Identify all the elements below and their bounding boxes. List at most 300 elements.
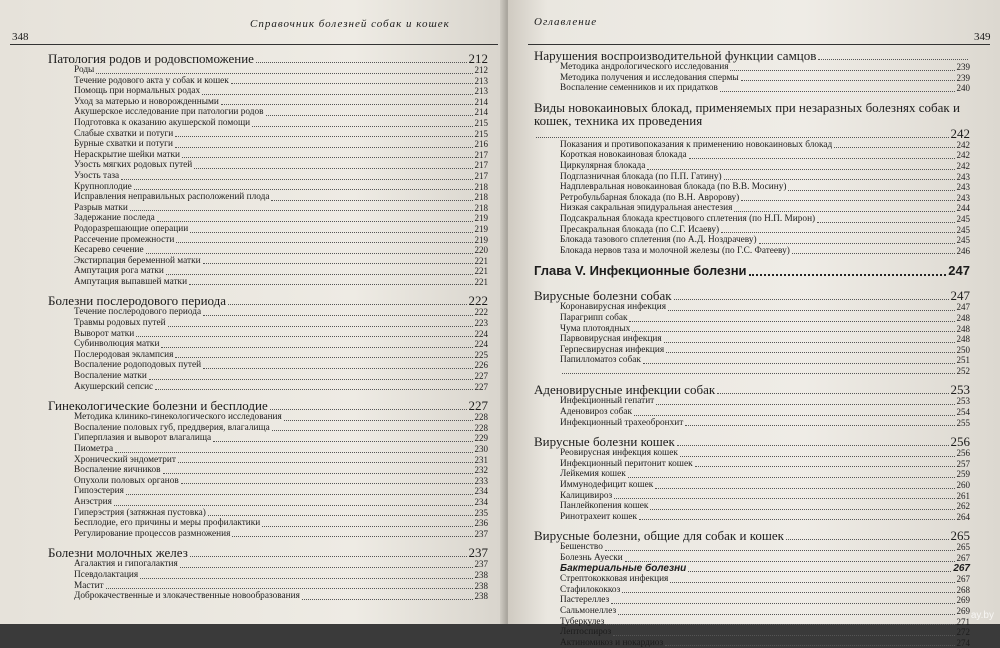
toc-entry bbox=[48, 118, 488, 129]
dot-leader bbox=[115, 452, 472, 453]
toc-entry-page: 234 bbox=[474, 496, 488, 507]
toc-entry-title: Травмы родовых путей bbox=[74, 318, 166, 329]
toc-entry bbox=[534, 193, 970, 204]
toc-entry bbox=[534, 638, 970, 648]
toc-entry bbox=[534, 302, 970, 313]
toc-entry-page: 252 bbox=[956, 365, 970, 376]
dot-leader bbox=[656, 404, 954, 405]
toc-entry-title: Актиномикоз и нокардиоз bbox=[560, 637, 664, 648]
dot-leader bbox=[149, 379, 473, 380]
toc-entry-page: 222 bbox=[468, 293, 488, 309]
toc-entry-title: Инфекционный перитонит кошек bbox=[560, 458, 693, 469]
toc-section bbox=[534, 101, 970, 140]
toc-entry-page: 213 bbox=[474, 75, 488, 86]
toc-entry-title: Герпесвирусная инфекция bbox=[560, 344, 665, 355]
toc-entry bbox=[48, 192, 488, 203]
toc-entry-title: Реовирусная инфекция кошек bbox=[560, 448, 678, 459]
toc-section bbox=[48, 546, 488, 559]
dot-leader bbox=[175, 136, 472, 137]
toc-section bbox=[534, 289, 970, 302]
toc-entry-page: 228 bbox=[474, 412, 488, 423]
toc-entry-title: Опухоли половых органов bbox=[74, 475, 179, 486]
toc-entry bbox=[48, 160, 488, 171]
toc-entry bbox=[534, 235, 970, 246]
toc-entry-page: 248 bbox=[956, 323, 970, 334]
dot-leader bbox=[121, 179, 472, 180]
toc-entry bbox=[48, 277, 488, 288]
toc-entry-page: 218 bbox=[474, 202, 488, 213]
toc-entry-page: 227 bbox=[468, 398, 488, 414]
dot-leader bbox=[161, 347, 472, 348]
toc-chapter bbox=[534, 263, 970, 278]
toc-entry bbox=[48, 256, 488, 267]
toc-entry-page: 242 bbox=[956, 139, 970, 150]
toc-entry-title: Инфекционный трахеобронхит bbox=[560, 417, 684, 428]
dot-leader bbox=[157, 221, 473, 222]
toc-entry-page: 254 bbox=[956, 407, 970, 418]
dot-leader bbox=[670, 582, 954, 583]
toc-entry-page: 274 bbox=[956, 637, 970, 648]
toc-entry-title: Калицивироз bbox=[560, 490, 613, 501]
toc-entry-page: 218 bbox=[474, 192, 488, 203]
toc-entry bbox=[48, 508, 488, 519]
toc-entry-page: 255 bbox=[956, 417, 970, 428]
dot-leader bbox=[270, 409, 467, 410]
toc-entry-title: Хронический эндометрит bbox=[74, 454, 176, 465]
dot-leader bbox=[203, 315, 472, 316]
toc-entry-page: 242 bbox=[956, 160, 970, 171]
dot-leader bbox=[175, 357, 472, 358]
toc-entry-page: 221 bbox=[474, 255, 488, 266]
toc-entry-title: Надплевральная новокаиновая блокада (по В.В. Мосину) bbox=[560, 182, 787, 193]
toc-entry bbox=[48, 433, 488, 444]
toc-entry bbox=[48, 529, 488, 540]
toc-entry-page: 260 bbox=[956, 480, 970, 491]
toc-entry-page: 219 bbox=[474, 234, 488, 245]
toc-entry-title: Мастит bbox=[74, 580, 104, 591]
toc-entry bbox=[534, 595, 970, 606]
toc-entry-title: Воспаление семенников и их придатков bbox=[560, 83, 718, 94]
toc-entry-page: 271 bbox=[956, 616, 970, 627]
dot-leader bbox=[194, 168, 472, 169]
right-page bbox=[508, 0, 1000, 648]
toc-entry-page: 218 bbox=[474, 181, 488, 192]
toc-entry bbox=[534, 203, 970, 214]
dot-leader bbox=[721, 232, 954, 233]
toc-entry-title: Методика клинико-гинекологического исследования bbox=[74, 412, 282, 423]
toc-entry bbox=[48, 235, 488, 246]
toc-entry-page: 217 bbox=[474, 160, 488, 171]
toc-entry-title: Вирусные болезни собак bbox=[534, 288, 672, 304]
toc-entry-title: Папилломатоз собак bbox=[560, 355, 641, 366]
toc-entry bbox=[48, 139, 488, 150]
toc-entry-title: Воспаление матки bbox=[74, 371, 147, 382]
toc-entry-title: Методика получения и исследования спермы bbox=[560, 72, 739, 83]
dot-leader bbox=[140, 578, 472, 579]
toc-entry-title: Ампутация выпавшей матки bbox=[74, 276, 188, 287]
toc-entry-page: 212 bbox=[474, 65, 488, 75]
dot-leader bbox=[655, 488, 954, 489]
toc-entry bbox=[48, 150, 488, 161]
left-page-number: 348 bbox=[12, 31, 29, 43]
toc-entry-page: 227 bbox=[474, 371, 488, 382]
dot-leader bbox=[163, 473, 473, 474]
dot-leader bbox=[228, 304, 466, 305]
toc-entry-page: 261 bbox=[956, 490, 970, 501]
dot-leader bbox=[643, 363, 955, 364]
toc-entry bbox=[48, 570, 488, 581]
toc-entry-title: Акушерское исследование при патологии родов bbox=[74, 107, 264, 118]
left-running-head: Справочник болезней собак и кошек bbox=[250, 18, 450, 30]
toc-entry-page: 245 bbox=[956, 213, 970, 224]
toc-entry-page: 214 bbox=[474, 107, 488, 118]
dot-leader bbox=[680, 456, 955, 457]
toc-entry bbox=[534, 396, 970, 407]
toc-entry bbox=[534, 182, 970, 193]
dot-leader bbox=[203, 263, 473, 264]
toc-entry bbox=[48, 307, 488, 318]
toc-entry-title: Пастереллез bbox=[560, 595, 610, 606]
toc-entry-title: Болезни послеродового периода bbox=[48, 293, 227, 309]
toc-entry bbox=[534, 606, 970, 617]
toc-section bbox=[48, 399, 488, 412]
watermark-text: ay.by bbox=[970, 610, 994, 621]
dot-leader bbox=[717, 393, 948, 394]
toc-entry-title: Виды новокаиновых блокад, применяемых при незаразных болезнях собак и кошек, техника их проведения bbox=[534, 99, 960, 128]
toc-entry-title: Подглазничная блокада (по П.П. Гатину) bbox=[560, 171, 722, 182]
toc-entry bbox=[48, 245, 488, 256]
dot-leader bbox=[674, 299, 949, 300]
dot-leader bbox=[668, 310, 955, 311]
dot-leader bbox=[175, 147, 473, 148]
toc-entry-page: 243 bbox=[956, 171, 970, 182]
toc-entry bbox=[534, 161, 970, 172]
toc-entry-title: Болезнь Ауески bbox=[560, 553, 623, 563]
toc-entry bbox=[48, 486, 488, 497]
dot-leader bbox=[262, 526, 472, 527]
toc-entry bbox=[534, 62, 970, 73]
toc-entry-page: 245 bbox=[956, 224, 970, 235]
toc-entry-title: Роды bbox=[74, 65, 95, 75]
toc-entry-page: 238 bbox=[474, 569, 488, 580]
dot-leader bbox=[252, 126, 472, 127]
toc-entry bbox=[48, 65, 488, 76]
toc-entry-page: 269 bbox=[956, 595, 970, 606]
toc-entry-page: 237 bbox=[474, 559, 488, 570]
toc-entry-page: 262 bbox=[956, 501, 970, 512]
dot-leader bbox=[562, 373, 955, 374]
toc-entry bbox=[534, 501, 970, 512]
toc-entry-page: 216 bbox=[474, 139, 488, 150]
toc-entry-title: Болезни молочных желез bbox=[48, 545, 188, 561]
toc-entry-page: 238 bbox=[474, 591, 488, 602]
toc-entry bbox=[534, 480, 970, 491]
toc-entry-page: 217 bbox=[474, 170, 488, 181]
toc-entry-page: 239 bbox=[956, 62, 970, 72]
dot-leader bbox=[256, 62, 467, 63]
dot-leader bbox=[786, 539, 949, 540]
toc-entry-page: 256 bbox=[950, 434, 970, 450]
dot-leader bbox=[688, 571, 951, 572]
dot-leader bbox=[284, 420, 473, 421]
toc-entry-page: 243 bbox=[956, 182, 970, 193]
dot-leader bbox=[749, 274, 947, 276]
toc-entry-page: 242 bbox=[950, 125, 970, 141]
toc-entry bbox=[48, 224, 488, 235]
toc-entry-title: Патология родов и родовспоможение bbox=[48, 51, 254, 66]
toc-entry-page: 264 bbox=[956, 511, 970, 522]
toc-entry-title: Иммунодефицит кошек bbox=[560, 480, 654, 491]
toc-entry bbox=[48, 203, 488, 214]
toc-entry-page: 242 bbox=[956, 150, 970, 161]
toc-entry-title: Течение послеродового периода bbox=[74, 307, 202, 318]
toc-entry-title: Нарушения воспроизводительной функции самцов bbox=[534, 48, 817, 63]
toc-entry-page: 213 bbox=[474, 86, 488, 97]
dot-leader bbox=[114, 505, 473, 506]
toc-entry-page: 239 bbox=[956, 72, 970, 83]
toc-entry bbox=[48, 76, 488, 87]
toc-entry-title: Бешенство bbox=[560, 542, 603, 553]
toc-entry bbox=[48, 497, 488, 508]
toc-entry-title: Рассечение промежности bbox=[74, 234, 175, 245]
dot-leader bbox=[618, 614, 954, 615]
toc-entry bbox=[48, 412, 488, 423]
toc-entry-title: Гипоэстерия bbox=[74, 486, 124, 497]
dot-leader bbox=[190, 232, 472, 233]
toc-entry-title: Блокада нервов таза и молочной железы (по Г.С. Фатееву) bbox=[560, 245, 790, 256]
toc-entry bbox=[48, 97, 488, 108]
dot-leader bbox=[606, 624, 954, 625]
toc-entry-page: 224 bbox=[474, 328, 488, 339]
dot-leader bbox=[759, 243, 955, 244]
toc-entry-page: 230 bbox=[474, 444, 488, 454]
toc-entry-title: Воспаление половых губ, преддверия, влагалища bbox=[74, 422, 270, 433]
dot-leader bbox=[628, 477, 955, 478]
dot-leader bbox=[720, 91, 955, 92]
dot-leader bbox=[136, 336, 472, 337]
dot-leader bbox=[203, 368, 472, 369]
toc-entry-page: 215 bbox=[474, 128, 488, 139]
toc-entry-page: 265 bbox=[956, 542, 970, 553]
dot-leader bbox=[272, 430, 473, 431]
toc-entry-page: 233 bbox=[474, 475, 488, 486]
toc-entry-title: Ампутация рога матки bbox=[74, 266, 164, 277]
dot-leader bbox=[130, 210, 473, 211]
toc-entry-page: 268 bbox=[956, 584, 970, 595]
toc-entry-title: Анэстрия bbox=[74, 496, 112, 507]
toc-entry-page: 251 bbox=[956, 355, 970, 366]
toc-entry-title: Помощь при нормальных родах bbox=[74, 86, 201, 97]
toc-entry-title: Сальмонеллез bbox=[560, 605, 617, 616]
toc-entry-page: 267 bbox=[953, 562, 970, 574]
toc-entry-title: Пресакральная блокада (по С.Г. Исаеву) bbox=[560, 224, 720, 235]
toc-entry bbox=[534, 73, 970, 84]
dot-leader bbox=[231, 83, 473, 84]
toc-entry-title: Выворот матки bbox=[74, 328, 135, 339]
dot-leader bbox=[665, 645, 954, 646]
toc-entry-title: Короткая новокаиновая блокада bbox=[560, 150, 687, 161]
toc-entry-title: Узость мягких родовых путей bbox=[74, 160, 193, 171]
toc-entry-page: 236 bbox=[474, 518, 488, 529]
dot-leader bbox=[741, 200, 954, 201]
dot-leader bbox=[189, 284, 472, 285]
toc-entry-page: 222 bbox=[474, 307, 488, 318]
dot-leader bbox=[134, 189, 473, 190]
right-page-number: 349 bbox=[974, 31, 991, 43]
toc-entry bbox=[48, 171, 488, 182]
dot-leader bbox=[734, 211, 954, 212]
toc-entry-title: Туберкулез bbox=[560, 616, 605, 627]
toc-entry bbox=[534, 448, 970, 459]
toc-entry bbox=[48, 465, 488, 476]
toc-entry-title: Инфекционный гепатит bbox=[560, 396, 655, 407]
toc-entry-title: Ретробульбарная блокада (по В.Н. Авророву) bbox=[560, 192, 740, 203]
toc-entry-title: Слабые схватки и потуги bbox=[74, 128, 174, 139]
toc-entry bbox=[48, 423, 488, 434]
toc-entry-page: 215 bbox=[474, 117, 488, 128]
toc-entry-title: Разрыв матки bbox=[74, 202, 128, 213]
toc-entry bbox=[534, 334, 970, 345]
toc-entry bbox=[48, 129, 488, 140]
toc-entry bbox=[534, 627, 970, 638]
toc-entry-title: Крупноплодие bbox=[74, 181, 132, 192]
toc-entry-title: Коронавирусная инфекция bbox=[560, 302, 666, 313]
toc-entry-page: 223 bbox=[474, 318, 488, 329]
toc-section bbox=[534, 529, 970, 542]
toc-entry bbox=[534, 366, 970, 377]
dot-leader bbox=[817, 222, 954, 223]
toc-entry-page: 243 bbox=[956, 192, 970, 203]
toc-entry bbox=[534, 140, 970, 151]
toc-entry bbox=[534, 585, 970, 596]
toc-section bbox=[534, 435, 970, 448]
dot-leader bbox=[741, 80, 955, 81]
dot-leader bbox=[190, 556, 467, 557]
toc-entry-title: Уход за матерью и новорожденными bbox=[74, 96, 219, 107]
toc-entry-title: Циркулярная блокада bbox=[560, 160, 646, 171]
toc-entry-title: Акушерский сепсис bbox=[74, 381, 154, 392]
toc-entry-page: 237 bbox=[474, 528, 488, 539]
dot-leader bbox=[614, 498, 954, 499]
dot-leader bbox=[232, 536, 472, 537]
toc-entry bbox=[534, 418, 970, 429]
toc-entry bbox=[534, 491, 970, 502]
dot-leader bbox=[96, 73, 472, 74]
dot-leader bbox=[792, 253, 955, 254]
toc-entry-page: 259 bbox=[956, 469, 970, 480]
toc-entry bbox=[534, 313, 970, 324]
toc-entry bbox=[48, 591, 488, 602]
toc-entry bbox=[534, 564, 970, 575]
toc-entry-title: Вирусные болезни кошек bbox=[534, 434, 675, 450]
dot-leader bbox=[213, 441, 472, 442]
right-header-rule bbox=[528, 44, 990, 45]
dot-leader bbox=[271, 200, 472, 201]
right-running-head: Оглавление bbox=[534, 16, 598, 28]
toc-entry bbox=[48, 350, 488, 361]
toc-entry-page: 267 bbox=[956, 553, 970, 563]
dot-leader bbox=[168, 326, 473, 327]
toc-entry-title: Кесарево сечение bbox=[74, 245, 144, 256]
toc-entry-page: 234 bbox=[474, 486, 488, 497]
toc-entry-page: 248 bbox=[956, 312, 970, 323]
toc-entry-title: Псевдолактация bbox=[74, 569, 139, 580]
toc-entry-title: Аденовироз собак bbox=[560, 407, 633, 418]
toc-entry-page: 219 bbox=[474, 213, 488, 224]
toc-entry-page: 247 bbox=[956, 302, 970, 313]
toc-entry bbox=[534, 150, 970, 161]
toc-entry-title: Подсакральная блокада крестцового сплетения (по Н.П. Мирон) bbox=[560, 213, 816, 224]
toc-entry-title: Гинекологические болезни и бесплодие bbox=[48, 398, 268, 414]
dot-leader bbox=[788, 190, 954, 191]
toc-entry bbox=[48, 86, 488, 97]
dot-leader bbox=[181, 483, 473, 484]
toc-entry-title: Лептоспироз bbox=[560, 627, 612, 638]
toc-entry-page: 250 bbox=[956, 344, 970, 355]
toc-entry bbox=[48, 339, 488, 350]
toc-entry-title: Низкая сакральная эпидуральная анестезия bbox=[560, 203, 733, 214]
toc-entry bbox=[534, 246, 970, 257]
toc-entry-page: 231 bbox=[474, 454, 488, 465]
toc-entry bbox=[534, 459, 970, 470]
toc-entry-page: 267 bbox=[956, 574, 970, 585]
toc-entry bbox=[534, 617, 970, 628]
toc-entry bbox=[48, 360, 488, 371]
toc-entry-page: 227 bbox=[474, 381, 488, 392]
dot-leader bbox=[202, 94, 472, 95]
toc-entry bbox=[48, 182, 488, 193]
toc-entry-title: Пиометра bbox=[74, 444, 114, 454]
toc-entry-title: Бесплодие, его причины и меры профилактики bbox=[74, 518, 261, 529]
toc-entry-title: Исправления неправильных расположений плода bbox=[74, 192, 270, 203]
toc-entry-page: 247 bbox=[950, 288, 970, 304]
right-toc bbox=[534, 49, 970, 648]
toc-entry bbox=[48, 581, 488, 592]
toc-entry-title: Субинволюция матки bbox=[74, 339, 160, 350]
toc-entry-page: 219 bbox=[474, 223, 488, 234]
toc-entry bbox=[534, 574, 970, 585]
dot-leader bbox=[724, 179, 955, 180]
toc-entry-title: Вирусные болезни, общие для собак и кошек bbox=[534, 528, 784, 544]
dot-leader bbox=[266, 115, 473, 116]
toc-entry-title: Регулирование процессов размножения bbox=[74, 528, 231, 539]
toc-entry-title: Воспаление яичников bbox=[74, 465, 161, 476]
toc-entry-page: 226 bbox=[474, 360, 488, 371]
dot-leader bbox=[182, 157, 473, 158]
toc-entry-page: 253 bbox=[950, 382, 970, 398]
dot-leader bbox=[685, 425, 954, 426]
dot-leader bbox=[611, 603, 954, 604]
toc-entry bbox=[48, 329, 488, 340]
toc-entry-page: 228 bbox=[474, 422, 488, 433]
toc-entry bbox=[48, 213, 488, 224]
dot-leader bbox=[818, 59, 968, 60]
toc-entry-title: Глава V. Инфекционные болезни bbox=[534, 263, 747, 279]
toc-section bbox=[534, 49, 970, 62]
toc-entry-title: Ринотрахеит кошек bbox=[560, 511, 637, 522]
toc-entry-page: 212 bbox=[468, 51, 488, 66]
toc-entry-title: Послеродовая эклампсия bbox=[74, 349, 174, 360]
toc-entry-title: Экстирпация беременной матки bbox=[74, 255, 201, 266]
toc-entry-title: Стафилококкоз bbox=[560, 584, 621, 595]
dot-leader bbox=[650, 509, 954, 510]
toc-entry bbox=[534, 542, 970, 553]
toc-entry bbox=[48, 476, 488, 487]
toc-entry-title: Парвовирусная инфекция bbox=[560, 334, 662, 345]
dot-leader bbox=[208, 515, 473, 516]
toc-entry bbox=[48, 518, 488, 529]
dot-leader bbox=[834, 147, 954, 148]
